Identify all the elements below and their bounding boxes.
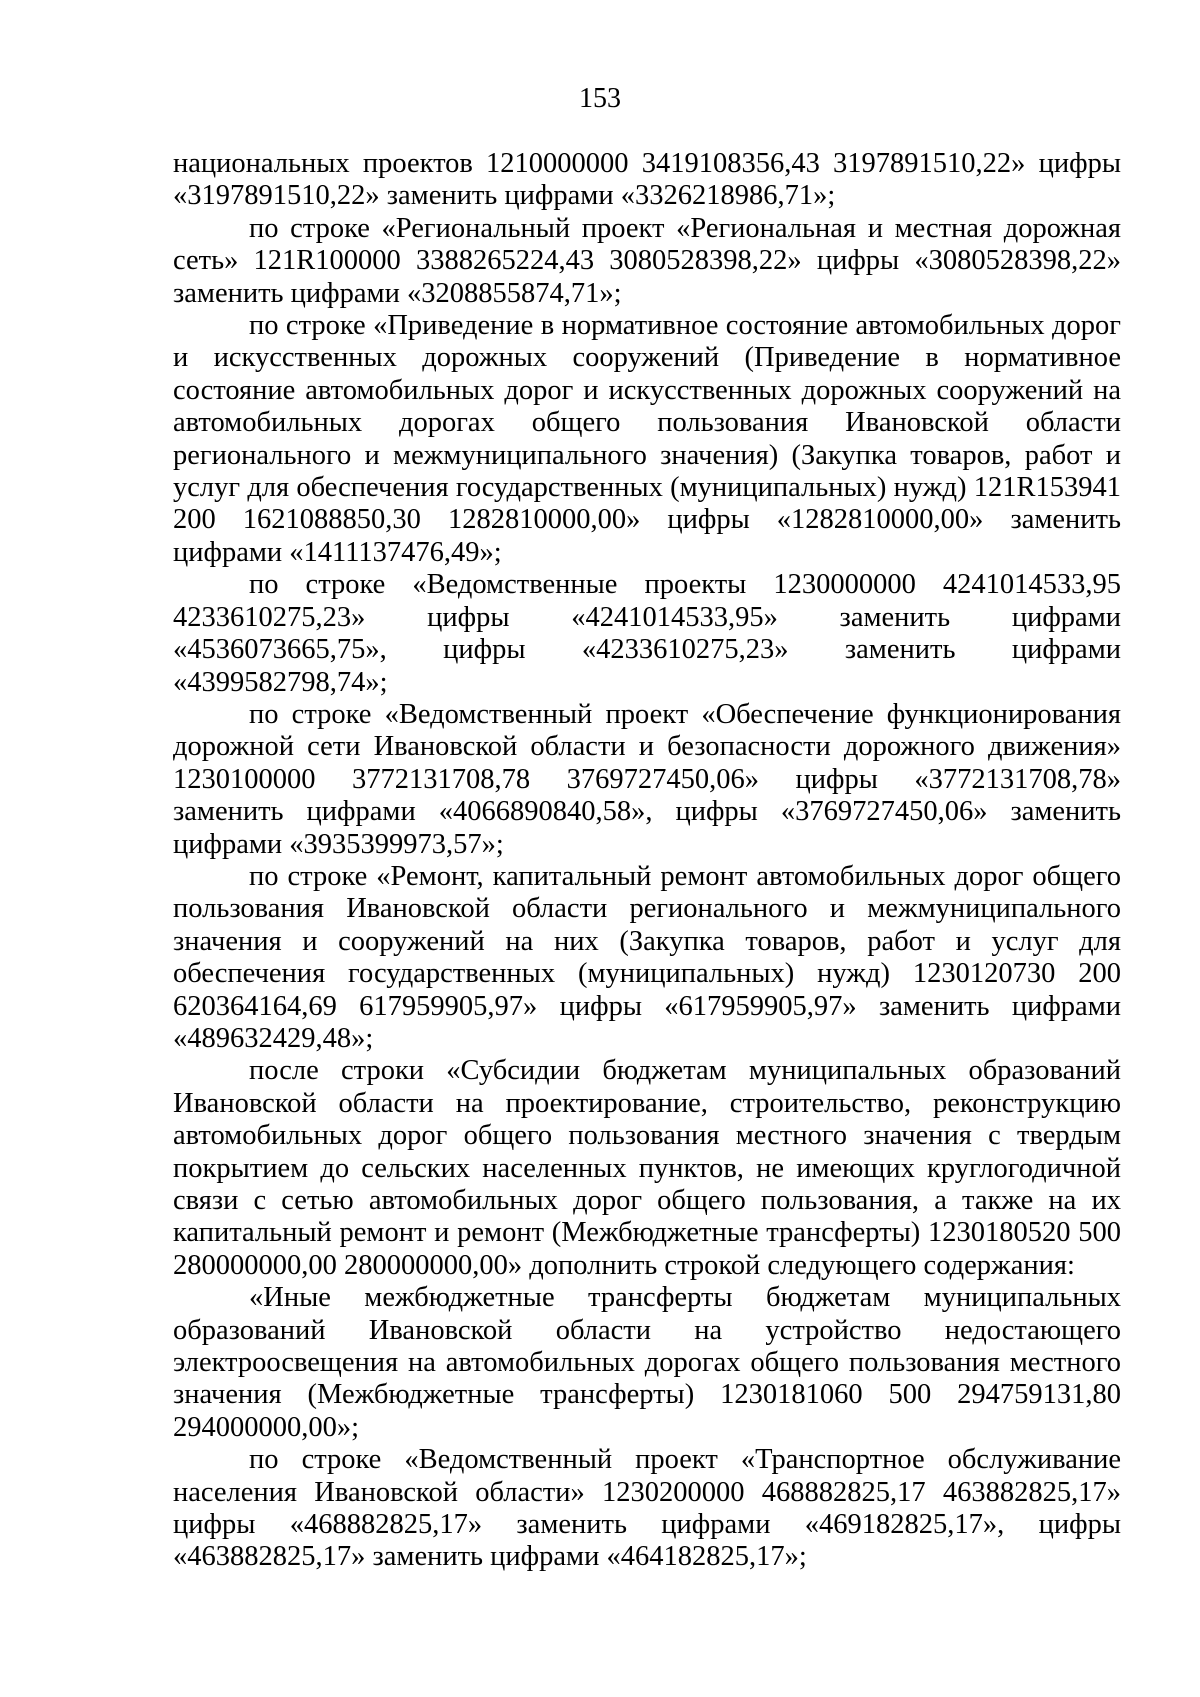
document-body [173, 148, 1121, 1574]
paragraph: после строки «Субсидии бюджетам муниципальных образований Ивановской области на проектирование, строительство, реконструкцию автомобильных дорог общего пользования местного значения с твердым покрытием до сельских населенных пунктов, не имеющих круглогодичной связи с сетью автомобильных дорог общего пользования, а также на их капитальный ремонт и ремонт (Межбюджетные трансферты) 1230180520 500 280000000,00 280000000,00» дополнить строкой следующего содержания: [173, 1055, 1121, 1281]
paragraph: по строке «Ведомственный проект «Обеспечение функционирования дорожной сети Ивановской области и безопасности дорожного движения» 1230100000 3772131708,78 3769727450,06» цифры «3772131708,78» заменить цифрами «4066890840,58», цифры «3769727450,06» заменить цифрами «3935399973,57»; [173, 698, 1121, 860]
paragraph: «Иные межбюджетные трансферты бюджетам муниципальных образований Ивановской области на устройство недостающего электроосвещения на автомобильных дорогах общего пользования местного значения (Межбюджетные трансферты) 1230181060 500 294759131,80 294000000,00»; [173, 1282, 1121, 1443]
paragraph: по строке «Приведение в нормативное состояние автомобильных дорог и искусственных дорожных сооружений (Приведение в нормативное состояние автомобильных дорог и искусственных дорожных сооружений на автомобильных дорогах общего пользования Ивановской области регионального и межмуниципального значения) (Закупка товаров, работ и услуг для обеспечения государственных (муниципальных) нужд) 121R153941 200 1621088850,30 1282810000,00» цифры «1282810000,00» заменить цифрами «1411137476,49»; [173, 310, 1121, 568]
paragraph: по строке «Региональный проект «Региональная и местная дорожная сеть» 121R100000 3388265224,43 3080528398,22» цифры «3080528398,22» заменить цифрами «3208855874,71»; [173, 212, 1121, 309]
paragraph: по строке «Ведомственные проекты 1230000000 4241014533,95 4233610275,23» цифры «4241014533,95» заменить цифрами «4536073665,75», цифры «4233610275,23» заменить цифрами «4399582798,74»; [173, 569, 1121, 698]
page-number: 153 [579, 83, 621, 114]
paragraph: по строке «Ведомственный проект «Транспортное обслуживание населения Ивановской области» 1230200000 468882825,17 463882825,17» цифры «468882825,17» заменить цифрами «469182825,17», цифры «463882825,17» заменить цифрами «464182825,17»; [173, 1444, 1121, 1573]
paragraph: национальных проектов 1210000000 3419108356,43 3197891510,22» цифры «3197891510,22» заменить цифрами «3326218986,71»; [173, 148, 1121, 212]
paragraph: по строке «Ремонт, капитальный ремонт автомобильных дорог общего пользования Ивановской области регионального и межмуниципального значения и сооружений на них (Закупка товаров, работ и услуг для обеспечения государственных (муниципальных) нужд) 1230120730 200 620364164,69 617959905,97» цифры «617959905,97» заменить цифрами «489632429,48»; [173, 860, 1121, 1054]
